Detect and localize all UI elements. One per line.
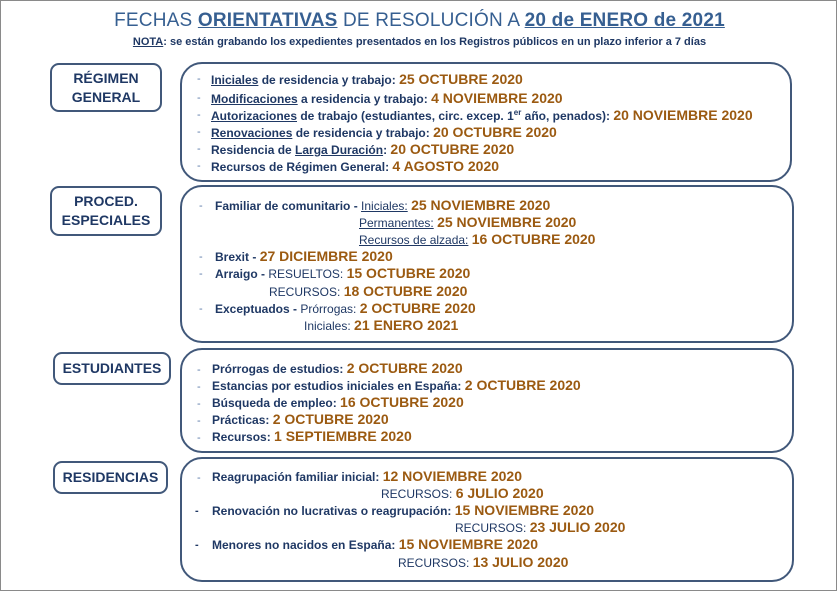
brexit-date: 27 DICIEMBRE 2020 — [259, 248, 393, 264]
item-key: Larga Duración — [295, 143, 384, 157]
rg-item-larga-duracion — [211, 141, 514, 159]
pe-arraigo-recursos — [269, 283, 467, 301]
item-date: 15 NOVIEMBRE 2020 — [454, 502, 595, 518]
note-label: NOTA — [132, 36, 164, 48]
bullet-dash: - — [197, 126, 201, 138]
item-date: 2 OCTUBRE 2020 — [346, 360, 463, 376]
bullet-dash: - — [199, 303, 203, 315]
rg-item-recursos — [211, 158, 499, 176]
page-title — [0, 10, 839, 32]
arraigo-resueltos-label: RESUELTOS: — [268, 267, 347, 281]
section-label-regimen-general — [50, 63, 162, 112]
label-text: RESIDENCIAS — [62, 469, 159, 485]
bullet-dash: - — [195, 505, 199, 517]
item-date: 4 AGOSTO 2020 — [392, 158, 500, 174]
recursos-label: RECURSOS: — [398, 556, 473, 570]
item-key: Iniciales — [211, 73, 259, 87]
bullet-dash: - — [197, 364, 201, 376]
pe-familiar-iniciales — [215, 197, 550, 215]
item-text: de trabajo (estudiantes, circ. excep. 1 — [297, 109, 514, 123]
exceptuados-prorrogas-label: Prórrogas: — [300, 302, 360, 316]
label-line-1: PROCED. — [74, 193, 138, 209]
item-key: Modificaciones — [211, 92, 298, 106]
exceptuados-iniciales-label: Iniciales: — [304, 319, 355, 333]
recursos-date: 23 JULIO 2020 — [529, 519, 626, 535]
est-item-busqueda — [212, 394, 464, 412]
header-note — [0, 36, 839, 48]
item-key: Renovaciones — [211, 126, 293, 140]
brexit-title: Brexit - — [215, 250, 260, 264]
rg-item-modificaciones — [211, 90, 563, 108]
pe-exceptuados-prorrogas — [215, 300, 476, 318]
item-text-2: año, penados): — [521, 109, 614, 123]
item-text-2: : — [383, 143, 391, 157]
familiar-title: Familiar de comunitario - — [215, 199, 362, 213]
item-date: 20 OCTUBRE 2020 — [390, 141, 515, 157]
est-item-prorrogas — [212, 360, 463, 378]
arraigo-resueltos-date: 15 OCTUBRE 2020 — [346, 265, 471, 281]
bullet-dash: - — [197, 143, 201, 155]
bullet-dash: - — [197, 381, 201, 393]
title-emphasis: ORIENTATIVAS — [197, 10, 338, 31]
pe-exceptuados-iniciales — [304, 317, 458, 335]
label-line-2: GENERAL — [71, 88, 141, 105]
bullet-dash: - — [199, 251, 203, 263]
est-item-practicas — [212, 411, 389, 429]
rg-item-autorizaciones — [211, 107, 753, 125]
recursos-date: 13 JULIO 2020 — [472, 554, 569, 570]
pe-brexit — [215, 248, 393, 266]
bullet-dash: - — [197, 73, 201, 85]
label-line-2: ESPECIALES — [61, 212, 151, 228]
label-text: ESTUDIANTES — [62, 360, 162, 376]
recursos-label: RECURSOS: — [455, 521, 530, 535]
title-prefix: FECHAS — [114, 10, 198, 31]
res-item-reagrupacion-recursos — [381, 485, 544, 503]
exceptuados-title: Exceptuados - — [215, 302, 301, 316]
section-label-residencias — [53, 461, 168, 494]
label-line-1: RÉGIMEN — [73, 69, 139, 86]
title-middle: DE RESOLUCIÓN A — [337, 10, 525, 31]
res-item-menores — [212, 536, 538, 554]
item-text: Renovación no lucrativas o reagrupación: — [212, 504, 455, 518]
item-key: Autorizaciones — [211, 109, 298, 123]
bullet-dash: - — [199, 200, 203, 212]
bullet-dash: - — [197, 92, 201, 104]
res-item-menores-recursos — [398, 554, 568, 572]
section-label-proced-especiales — [50, 186, 162, 236]
arraigo-recursos-label: RECURSOS: — [269, 285, 344, 299]
bullet-dash: - — [197, 398, 201, 410]
recursos-label: RECURSOS: — [381, 487, 456, 501]
res-item-renovacion — [212, 502, 594, 520]
recursos-date: 6 JULIO 2020 — [455, 485, 544, 501]
res-item-reagrupacion — [212, 468, 522, 486]
item-date: 15 NOVIEMBRE 2020 — [398, 536, 539, 552]
res-item-renovacion-recursos — [455, 519, 625, 537]
section-label-estudiantes — [53, 352, 171, 385]
item-text: de residencia y trabajo: — [292, 126, 434, 140]
item-text: Residencia de — [211, 143, 296, 157]
bullet-dash: - — [197, 109, 201, 121]
item-text: a residencia y trabajo: — [297, 92, 432, 106]
pe-familiar-permanentes — [359, 214, 576, 232]
item-text: Recursos: — [212, 430, 275, 444]
note-text: : se están grabando los expedientes presentados en los Registros públicos en un plazo inferior a 7 días — [163, 36, 707, 48]
est-item-estancias — [212, 377, 581, 395]
familiar-permanentes-date: 25 NOVIEMBRE 2020 — [437, 214, 577, 230]
item-text: Recursos de Régimen General: — [211, 160, 393, 174]
item-date: 16 OCTUBRE 2020 — [340, 394, 464, 410]
item-text: Prórrogas de estudios: — [212, 362, 347, 376]
item-date: 1 SEPTIEMBRE 2020 — [274, 428, 412, 444]
item-date: 2 OCTUBRE 2020 — [272, 411, 389, 427]
item-date: 20 NOVIEMBRE 2020 — [613, 107, 753, 123]
item-text: Búsqueda de empleo: — [212, 396, 341, 410]
item-date: 12 NOVIEMBRE 2020 — [382, 468, 523, 484]
bullet-dash: - — [197, 472, 201, 484]
exceptuados-iniciales-date: 21 ENERO 2021 — [354, 317, 459, 333]
item-date: 2 OCTUBRE 2020 — [464, 377, 581, 393]
item-text: Menores no nacidos en España: — [212, 538, 399, 552]
bullet-dash: - — [197, 432, 201, 444]
rg-item-renovaciones — [211, 124, 557, 142]
rg-item-iniciales — [211, 71, 523, 89]
item-text: de residencia y trabajo: — [258, 73, 400, 87]
arraigo-recursos-date: 18 OCTUBRE 2020 — [343, 283, 468, 299]
familiar-alzada-label: Recursos de alzada: — [359, 233, 469, 247]
familiar-permanentes-label: Permanentes: — [359, 216, 434, 230]
item-date: 25 OCTUBRE 2020 — [399, 71, 523, 87]
pe-arraigo-resueltos — [215, 265, 470, 283]
item-date: 4 NOVIEMBRE 2020 — [431, 90, 563, 106]
item-text: Reagrupación familiar inicial: — [212, 470, 383, 484]
title-date: 20 de ENERO de 2021 — [524, 10, 725, 31]
bullet-dash: - — [197, 160, 201, 172]
pe-familiar-alzada — [359, 231, 595, 249]
item-text: Prácticas: — [212, 413, 273, 427]
familiar-iniciales-date: 25 NOVIEMBRE 2020 — [411, 197, 551, 213]
bullet-dash: - — [195, 539, 199, 551]
familiar-alzada-date: 16 OCTUBRE 2020 — [471, 231, 596, 247]
est-item-recursos — [212, 428, 412, 446]
bullet-dash: - — [199, 268, 203, 280]
item-date: 20 OCTUBRE 2020 — [433, 124, 557, 140]
bullet-dash: - — [197, 415, 201, 427]
familiar-iniciales-label: Iniciales: — [361, 199, 408, 213]
exceptuados-prorrogas-date: 2 OCTUBRE 2020 — [359, 300, 476, 316]
arraigo-title: Arraigo - — [215, 267, 269, 281]
item-superscript: er — [513, 108, 522, 117]
item-text: Estancias por estudios iniciales en España: — [212, 379, 465, 393]
